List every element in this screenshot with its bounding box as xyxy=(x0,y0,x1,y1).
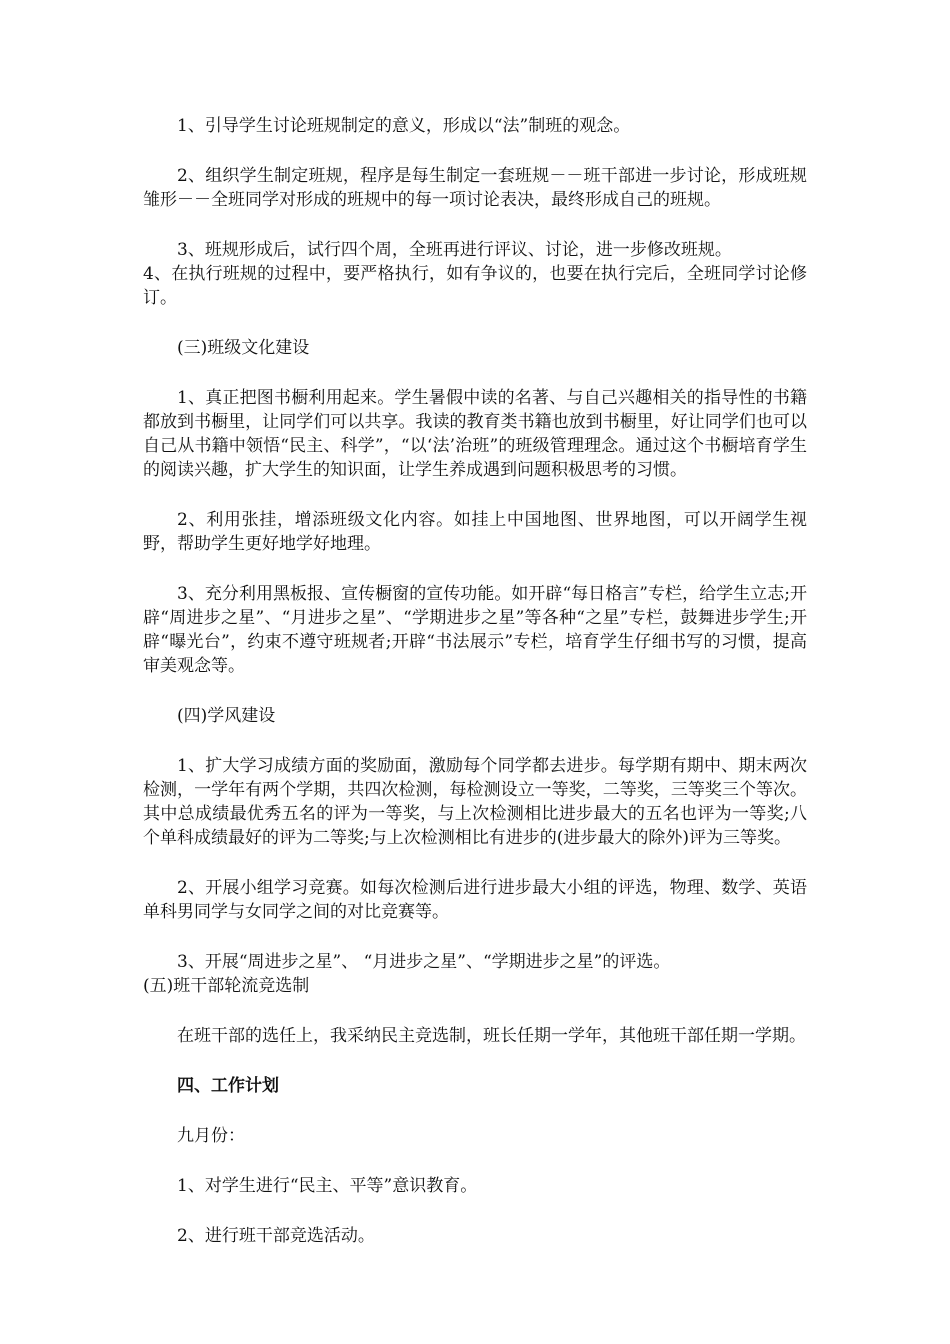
section-heading-class-culture: (三)班级文化建设 xyxy=(177,338,310,358)
paragraph-election: 在班干部的选任上，我采纳民主竞选制，班长任期一学年，其他班干部任期一学期。 xyxy=(177,1026,806,1046)
section-heading-study-style: (四)学风建设 xyxy=(177,706,276,726)
paragraph-bookshelf: 1、真正把图书橱利用起来。学生暑假中读的名著、与自己兴趣相关的指导性的书籍都放到书橱里，让同学们可以共享。我读的教育类书籍也放到书橱里，好让同学们也可以自己从书籍中领悟“民主、科学”，“以‘法’治班”的班级管理理念。通过这个书橱培育学生的阅读兴趣，扩大学生的知识面，让学生养成遇到问题积极思考的习惯。 xyxy=(143,388,807,480)
paragraph-rules-procedure: 2、组织学生制定班规，程序是每生制定一套班规－－班干部进一步讨论，形成班规雏形－－全班同学对形成的班规中的每一项讨论表决，最终形成自己的班规。 xyxy=(143,166,807,210)
document-body xyxy=(143,114,807,1274)
section-heading-cadre-election: (五)班干部轮流竞选制 xyxy=(143,976,310,996)
month-label-september: 九月份： xyxy=(177,1126,245,1146)
paragraph-blackboard: 3、充分利用黑板报、宣传橱窗的宣传功能。如开辟“每日格言”专栏，给学生立志;开辟“周进步之星”、“月进步之星”、“学期进步之星”等各种“之星”专栏，鼓舞进步学生;开辟“曝光台”，约束不遵守班规者;开辟“书法展示”专栏，培育学生仔细书写的习惯，提高审美观念等。 xyxy=(143,584,807,676)
paragraph-rules-execution: 4、在执行班规的过程中，要严格执行，如有争议的，也要在执行完后，全班同学讨论修订。 xyxy=(143,264,807,308)
paragraph-maps: 2、利用张挂，增添班级文化内容。如挂上中国地图、世界地图，可以开阔学生视野，帮助学生更好地学好地理。 xyxy=(143,510,807,554)
paragraph-rules-trial: 3、班规形成后，试行四个周，全班再进行评议、讨论，进一步修改班规。 xyxy=(177,240,732,260)
paragraph-progress-stars: 3、开展“周进步之星”、 “月进步之星”、“学期进步之星”的评选。 xyxy=(177,952,671,972)
paragraph-group-contest: 2、开展小组学习竞赛。如每次检测后进行进步最大小组的评选，物理、数学、英语单科男同学与女同学之间的对比竞赛等。 xyxy=(143,878,807,922)
paragraph-awards: 1、扩大学习成绩方面的奖励面，激励每个同学都去进步。每学期有期中、期末两次检测，一学年有两个学期，共四次检测，每检测设立一等奖，二等奖，三等奖三个等次。其中总成绩最优秀五名的评为一等奖，与上次检测相比进步最大的五名也评为一等奖;八个单科成绩最好的评为二等奖;与上次检测相比有进步的(进步最大的除外)评为三等奖。 xyxy=(143,756,807,848)
plan-item-cadre-election: 2、进行班干部竞选活动。 xyxy=(177,1226,375,1246)
paragraph-rules-meaning: 1、引导学生讨论班规制定的意义，形成以“法”制班的观念。 xyxy=(177,116,631,136)
plan-item-democracy-education: 1、对学生进行“民主、平等”意识教育。 xyxy=(177,1176,478,1196)
section-heading-work-plan: 四、工作计划 xyxy=(177,1076,279,1096)
